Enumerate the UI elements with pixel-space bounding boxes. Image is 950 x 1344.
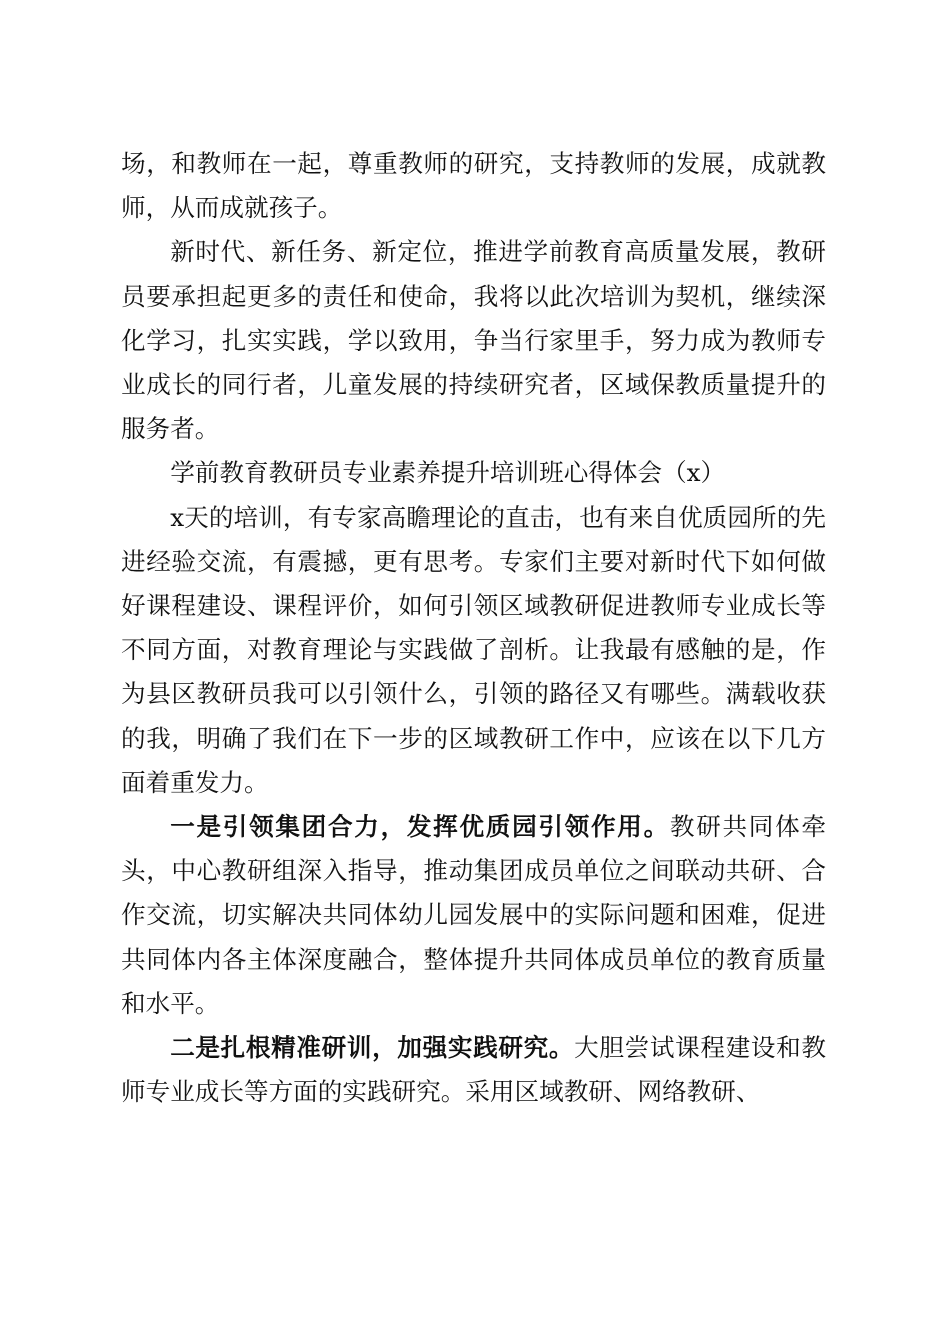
paragraph-point-one	[121, 805, 826, 1026]
paragraph-new-era	[121, 230, 826, 451]
point-lead: 二是扎根精准研训，加强实践研究。	[170, 1033, 575, 1063]
section-title	[121, 451, 826, 495]
paragraph-training-intro	[121, 496, 826, 805]
section-title-text: 学前教育教研员专业素养提升培训班心得体会（x）	[170, 458, 726, 488]
paragraph-text: x天的培训，有专家高瞻理论的直击，也有来自优质园所的先进经验交流，有震撼，更有思考。专家们主要对新时代下如何做好课程建设、课程评价，如何引领区域教研促进教师专业成长等不同方面，对教育理论与实践做了剖析。让我最有感触的是，作为县区教研员我可以引领什么，引领的路径又有哪些。满载收获的我，明确了我们在下一步的区域教研工作中，应该在以下几方面着重发力。	[121, 502, 826, 797]
paragraph-point-two	[121, 1026, 826, 1114]
paragraph-text: 场，和教师在一起，尊重教师的研究，支持教师的发展，成就教师，从而成就孩子。	[121, 149, 826, 223]
paragraph-text: 大胆尝试课程建设和教师专业成长等方面的实践研究。采用区域教研、网络教研、	[121, 1033, 826, 1107]
paragraph-text: 新时代、新任务、新定位，推进学前教育高质量发展，教研员要承担起更多的责任和使命，我将以此次培训为契机，继续深化学习，扎实实践，学以致用，争当行家里手，努力成为教师专业成长的同行者，儿童发展的持续研究者，区域保教质量提升的服务者。	[121, 237, 826, 444]
document-body	[121, 142, 826, 1114]
point-lead: 一是引领集团合力，发挥优质园引领作用。	[170, 812, 670, 842]
paragraph-text: 教研共同体牵头，中心教研组深入指导，推动集团成员单位之间联动共研、合作交流，切实解决共同体幼儿园发展中的实际问题和困难，促进共同体内各主体深度融合，整体提升共同体成员单位的教育质量和水平。	[121, 812, 826, 1018]
paragraph-continuation	[121, 142, 826, 230]
